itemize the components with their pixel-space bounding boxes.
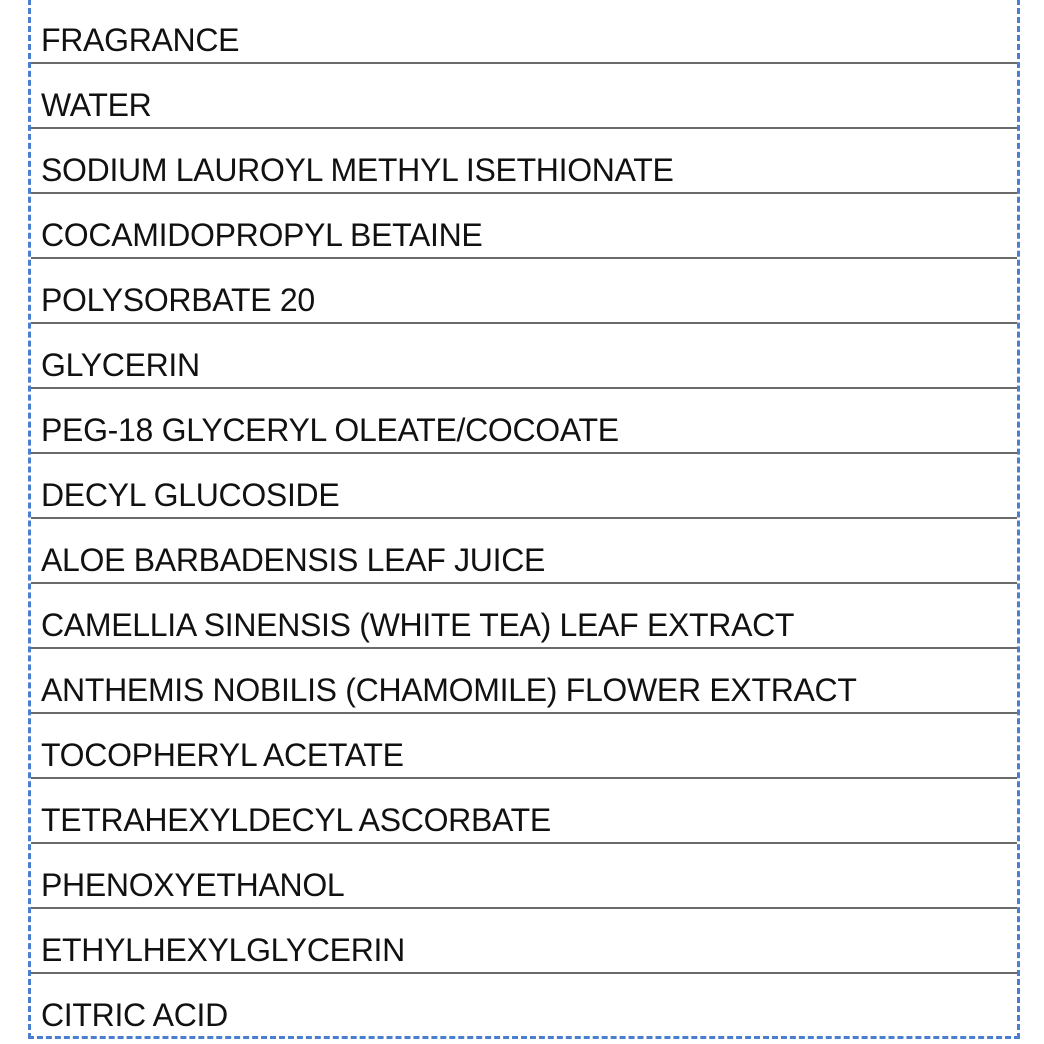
table-row bbox=[31, 584, 1017, 649]
table-row bbox=[31, 974, 1017, 1037]
ingredient-name: CAMELLIA SINENSIS (WHITE TEA) LEAF EXTRACT bbox=[41, 607, 795, 643]
ingredient-name: DECYL GLUCOSIDE bbox=[41, 477, 340, 513]
table-row bbox=[31, 909, 1017, 974]
table-row bbox=[31, 844, 1017, 909]
table-row bbox=[31, 389, 1017, 454]
table-row bbox=[31, 259, 1017, 324]
table-row bbox=[31, 129, 1017, 194]
table-row bbox=[31, 649, 1017, 714]
table-row bbox=[31, 0, 1017, 64]
ingredient-name: POLYSORBATE 20 bbox=[41, 282, 315, 318]
ingredient-name: ANTHEMIS NOBILIS (CHAMOMILE) FLOWER EXTRACT bbox=[41, 672, 857, 708]
ingredient-name: ETHYLHEXYLGLYCERIN bbox=[41, 932, 405, 968]
table-row bbox=[31, 194, 1017, 259]
ingredient-name: PHENOXYETHANOL bbox=[41, 867, 345, 903]
ingredient-name: TETRAHEXYLDECYL ASCORBATE bbox=[41, 802, 551, 838]
table-row bbox=[31, 64, 1017, 129]
table-row bbox=[31, 324, 1017, 389]
ingredient-name: WATER bbox=[41, 87, 152, 123]
ingredient-name: GLYCERIN bbox=[41, 347, 200, 383]
ingredient-name: TOCOPHERYL ACETATE bbox=[41, 737, 404, 773]
table-row bbox=[31, 519, 1017, 584]
ingredients-table bbox=[28, 0, 1020, 1039]
table-row bbox=[31, 454, 1017, 519]
ingredient-name: COCAMIDOPROPYL BETAINE bbox=[41, 217, 483, 253]
ingredient-name: ALOE BARBADENSIS LEAF JUICE bbox=[41, 542, 546, 578]
ingredient-name: SODIUM LAUROYL METHYL ISETHIONATE bbox=[41, 152, 674, 188]
ingredient-name: FRAGRANCE bbox=[41, 22, 240, 58]
ingredient-name: PEG-18 GLYCERYL OLEATE/COCOATE bbox=[41, 412, 619, 448]
ingredients-list bbox=[31, 0, 1017, 1037]
table-row bbox=[31, 714, 1017, 779]
ingredient-name: CITRIC ACID bbox=[41, 997, 228, 1033]
table-row bbox=[31, 779, 1017, 844]
